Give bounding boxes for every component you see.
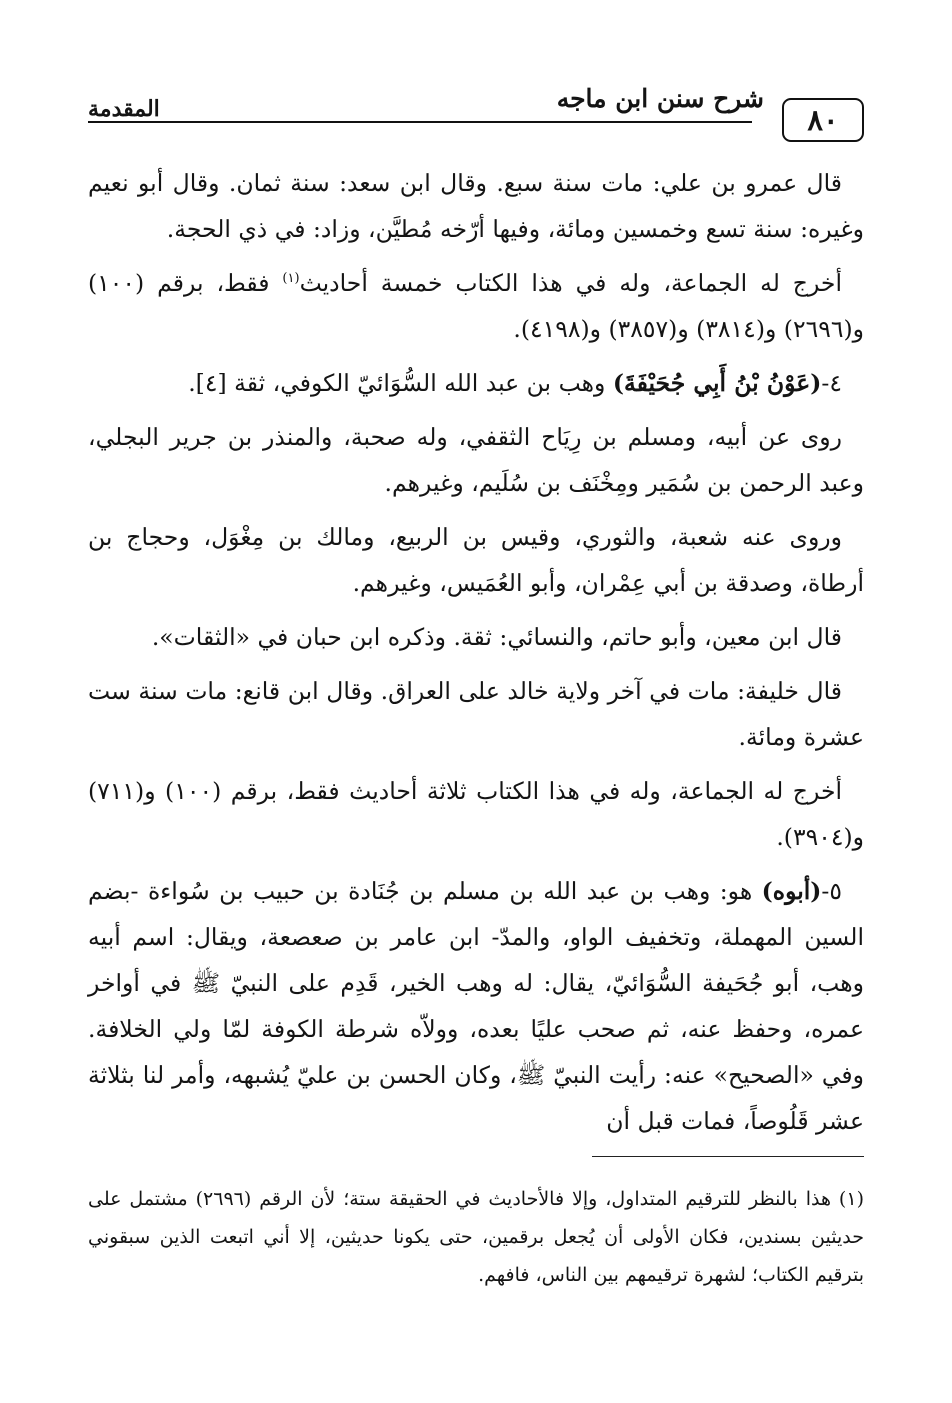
paragraph-narrated-from: روى عن أبيه، ومسلم بن رِيَاح الثقفي، وله صحبة، والمنذر بن جرير البجلي، وعبد الرحمن بن سُمَير ومِخْنَف بن سُلَيم، وغيرهم. — [88, 423, 864, 497]
narrator-name: (عَوْنُ بْنُ أَبِي جُحَيْفَةَ) — [612, 369, 822, 397]
page-number: ٨٠ — [782, 98, 864, 142]
header-rule — [88, 121, 752, 123]
paragraph-text: أخرج له الجماعة، وله في هذا الكتاب خمسة أحاديث — [299, 269, 842, 297]
footnote-divider — [592, 1156, 864, 1157]
narrator-entry-4 — [88, 360, 864, 406]
footnote-marker: (١) — [282, 271, 300, 287]
book-title: شرح سنن ابن ماجه — [556, 84, 764, 113]
paragraph-narrated-by: وروى عنه شعبة، والثوري، وقيس بن الربيع، ومالك بن مِغْوَل، وحجاج بن أرطاة، وصدقة بن أبي عِمْران، وأبو العُمَيس، وغيرهم. — [88, 523, 864, 597]
entry-number: ٥- — [821, 877, 842, 905]
running-header — [88, 78, 864, 148]
entry-number: ٤- — [821, 369, 842, 397]
narrator-entry-5 — [88, 868, 864, 1144]
paragraph-hadith-count-1 — [88, 260, 864, 352]
narrator-name: (أبوه) — [761, 877, 822, 905]
entry-text: هو: وهب بن عبد الله بن مسلم بن جُنَادة بن حبيب بن سُواءة -بضم السين المهملة، وتخفيف الواو، والمدّ- ابن عامر بن صعصعة، ويقال: اسم أبيه وهب، أبو جُحَيفة السُّوَائيّ، يقال: له وهب الخير، قَدِم على النبيّ ﷺ في أواخر عمره، وحفظ عنه، ثم صحب عليًا بعده، وولاّه شرطة الكوفة لمّا ولي الخلافة. وفي «الصحيح» عنه: رأيت النبيّ ﷺ، وكان الحسن بن عليّ يُشبهه، وأمر لنا بثلاثة عشر قَلُوصاً، فمات قبل أن — [88, 877, 864, 1135]
footnotes — [88, 1180, 864, 1294]
paragraph-death: قال خليفة: مات في آخر ولاية خالد على العراق. وقال ابن قانع: مات سنة ست عشرة ومائة. — [88, 677, 864, 751]
section-title: المقدمة — [88, 96, 160, 122]
entry-text: وهب بن عبد الله السُّوَائيّ الكوفي، ثقة [٤]. — [188, 369, 613, 397]
paragraph-death-year: قال عمرو بن علي: مات سنة سبع. وقال ابن سعد: سنة ثمان. وقال أبو نعيم وغيره: سنة تسع وخمسين ومائة، وفيها أرّخه مُطيَّن، وزاد: في ذي الحجة. — [88, 169, 864, 243]
paragraph-hadith-count-2: أخرج له الجماعة، وله في هذا الكتاب ثلاثة أحاديث فقط، برقم (١٠٠) و(٧١١) و(٣٩٠٤). — [88, 777, 864, 851]
footnote-1: (١) هذا بالنظر للترقيم المتداول، وإلا فالأحاديث في الحقيقة ستة؛ لأن الرقم (٢٦٩٦) مشتمل على حديثين بسندين، فكان الأولى أن يُجعل برقمين، حتى يكونا حديثين، إلا أني اتبعت الذين سبقوني بترقيم الكتاب؛ لشهرة ترقيمهم بين الناس، فافهم. — [88, 1188, 864, 1286]
main-text — [88, 160, 864, 1152]
paragraph-grading: قال ابن معين، وأبو حاتم، والنسائي: ثقة. وذكره ابن حبان في «الثقات». — [151, 623, 842, 651]
paragraph-text: فقط، برقم (١٠٠) و(٢٦٩٦) و(٣٨١٤) و(٣٨٥٧) و(٤١٩٨). — [88, 269, 864, 343]
